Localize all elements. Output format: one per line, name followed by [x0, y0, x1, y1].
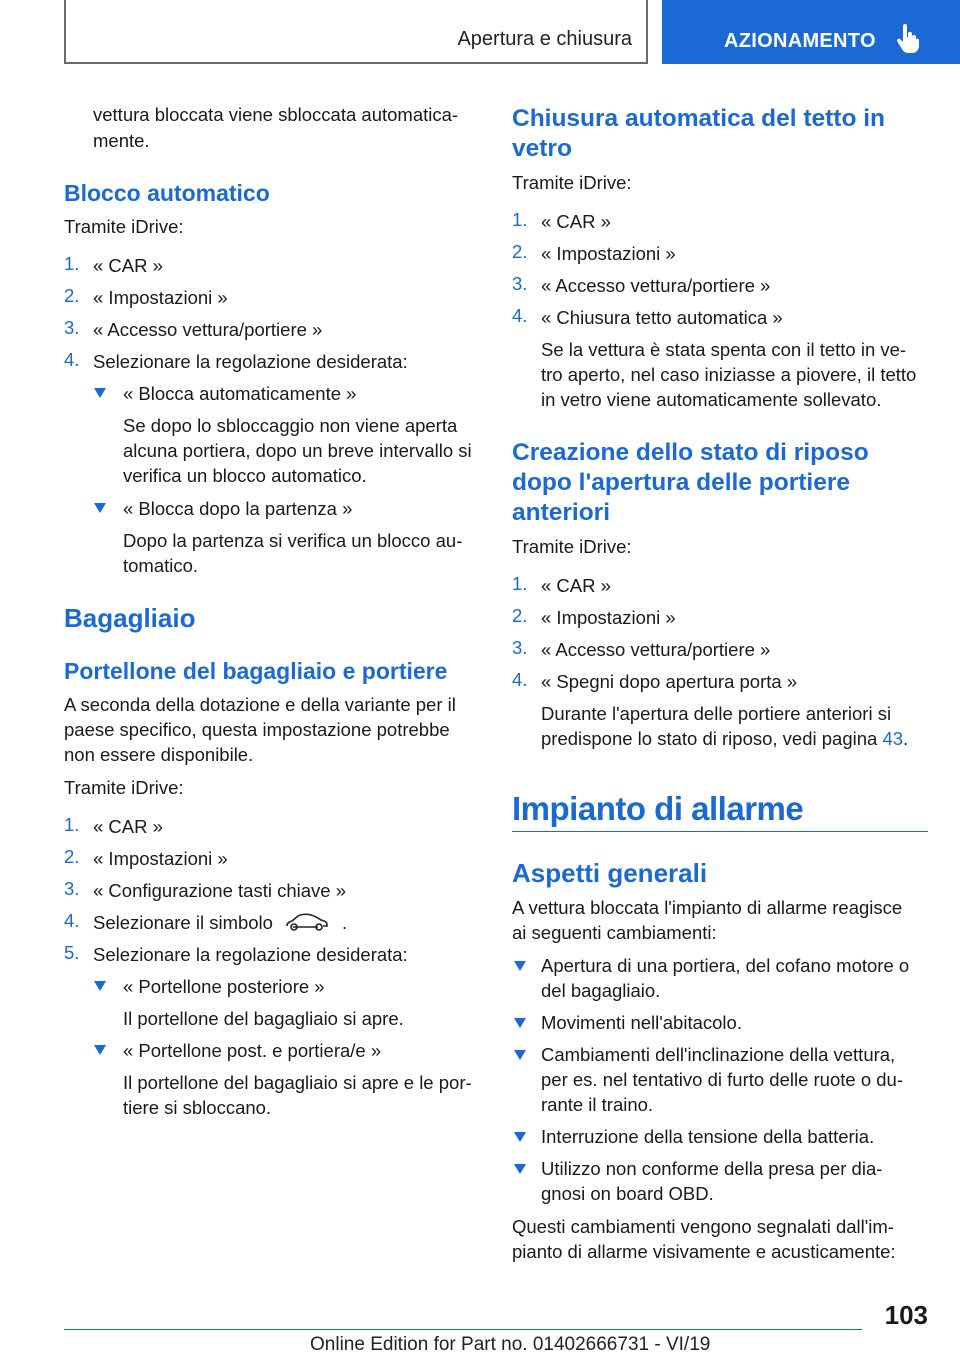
option-desc: alcuna portiera, dopo un breve intervallo si: [123, 440, 472, 461]
intro-line: mente.: [93, 130, 150, 151]
step-text: « Impostazioni »: [541, 607, 676, 628]
body-text: paese specifico, questa impostazione potrebbe: [64, 719, 450, 740]
heading-blocco-automatico: Blocco automatico: [64, 180, 270, 206]
body-text: non essere disponibile.: [64, 744, 254, 765]
step-number: 3.: [64, 317, 80, 338]
car-icon: [284, 912, 330, 932]
step-text: « Spegni dopo apertura porta »: [541, 671, 798, 692]
step-number: 1.: [64, 814, 80, 835]
tramite-idrive: Tramite iDrive:: [512, 536, 632, 557]
heading-aspetti-generali: Aspetti generali: [512, 858, 708, 888]
step-desc: tro aperto, nel caso iniziasse a piovere, il tetto: [541, 364, 917, 385]
bullet-triangle-icon: [94, 981, 106, 991]
bullet-text: rante il traino.: [541, 1094, 654, 1115]
step-number: 2.: [512, 241, 528, 262]
bullet-triangle-icon: [514, 1132, 526, 1142]
header-section-title: Apertura e chiusura: [457, 28, 632, 50]
body-text: ai seguenti cambiamenti:: [512, 922, 717, 943]
step-number: 2.: [64, 285, 80, 306]
bullet-triangle-icon: [514, 1018, 526, 1028]
bullet-text: per es. nel tentativo di furto delle ruote o du-: [541, 1069, 903, 1090]
bullet-text: del bagagliaio.: [541, 980, 661, 1001]
step-text: « Configurazione tasti chiave »: [93, 880, 346, 901]
body-text: Questi cambiamenti vengono segnalati dall'im-: [512, 1216, 894, 1237]
step-desc: Se la vettura è stata spenta con il tetto in ve-: [541, 339, 907, 360]
heading-riposo: dopo l'apertura delle portiere: [512, 469, 850, 496]
heading-impianto-allarme: Impianto di allarme: [512, 790, 804, 827]
step-number: 4.: [512, 305, 528, 326]
step-desc: [541, 726, 908, 751]
step-number: 3.: [512, 637, 528, 658]
step-number: 1.: [64, 253, 80, 274]
hand-pointer-icon: [896, 24, 920, 54]
option-title: « Portellone posteriore »: [123, 976, 325, 997]
step-number: 4.: [64, 910, 80, 931]
step-text: « CAR »: [541, 211, 611, 232]
step-text: Selezionare la regolazione desiderata:: [93, 944, 408, 965]
step-text: « Impostazioni »: [93, 848, 228, 869]
page-link-43[interactable]: 43: [882, 728, 904, 749]
header-tab-azionamento[interactable]: [662, 0, 960, 64]
heading-tetto: Chiusura automatica del tetto in: [512, 105, 885, 132]
step-number: 3.: [512, 273, 528, 294]
intro-line: vettura bloccata viene sbloccata automatica-: [93, 104, 459, 125]
bullet-triangle-icon: [514, 1164, 526, 1174]
option-title: « Blocca dopo la partenza »: [123, 498, 353, 519]
option-desc: tiere si sbloccano.: [123, 1097, 272, 1118]
option-title: « Blocca automaticamente »: [123, 383, 357, 404]
step-text: « CAR »: [93, 816, 163, 837]
step-number: 1.: [512, 209, 528, 230]
step-desc-end: .: [903, 728, 909, 749]
bullet-text: gnosi on board OBD.: [541, 1183, 714, 1204]
step-number: 4.: [64, 349, 80, 370]
bullet-text: Interruzione della tensione della batteria.: [541, 1126, 875, 1147]
heading-rule: [512, 831, 928, 832]
tramite-idrive: Tramite iDrive:: [64, 777, 184, 798]
option-desc: verifica un blocco automatico.: [123, 465, 367, 486]
bullet-triangle-icon: [94, 1045, 106, 1055]
step-desc: in vetro viene automaticamente sollevato.: [541, 389, 882, 410]
step-text-end: .: [342, 912, 348, 933]
step-text: « Chiusura tetto automatica »: [541, 307, 783, 328]
heading-riposo: anteriori: [512, 499, 611, 526]
option-desc: Se dopo lo sbloccaggio non viene aperta: [123, 415, 458, 436]
step-text: « Impostazioni »: [93, 287, 228, 308]
step-text: « Accesso vettura/portiere »: [541, 275, 771, 296]
bullet-triangle-icon: [514, 1050, 526, 1060]
footer-rule: [64, 1329, 862, 1330]
footer-edition: Online Edition for Part no. 01402666731 - VI/19: [310, 1334, 711, 1355]
option-desc: tomatico.: [123, 555, 199, 576]
bullet-text: Movimenti nell'abitacolo.: [541, 1012, 742, 1033]
step-desc: Durante l'apertura delle portiere anteriori si: [541, 703, 892, 724]
body-text: pianto di allarme visivamente e acusticamente:: [512, 1241, 896, 1262]
step-number: 2.: [64, 846, 80, 867]
bullet-text: Cambiamenti dell'inclinazione della vettura,: [541, 1044, 896, 1065]
option-desc: Il portellone del bagagliaio si apre.: [123, 1008, 404, 1029]
heading-bagagliaio: Bagagliaio: [64, 603, 196, 633]
step-text: « Accesso vettura/portiere »: [541, 639, 771, 660]
bullet-triangle-icon: [94, 503, 106, 513]
step-desc-text: predispone lo stato di riposo, vedi pagina: [541, 728, 883, 749]
option-desc: Dopo la partenza si verifica un blocco au-: [123, 530, 463, 551]
step-text: Selezionare il simbolo: [93, 912, 273, 933]
step-text: « CAR »: [541, 575, 611, 596]
page-number: 103: [884, 1300, 928, 1330]
header-tab-label: AZIONAMENTO: [724, 30, 876, 52]
bullet-triangle-icon: [514, 961, 526, 971]
body-text: A vettura bloccata l'impianto di allarme reagisce: [512, 897, 903, 918]
step-text: « Impostazioni »: [541, 243, 676, 264]
heading-portellone: Portellone del bagagliaio e portiere: [64, 658, 448, 684]
header-section-box: [64, 0, 648, 64]
step-number: 4.: [512, 669, 528, 690]
step-text: « Accesso vettura/portiere »: [93, 319, 323, 340]
tramite-idrive: Tramite iDrive:: [512, 172, 632, 193]
option-desc: Il portellone del bagagliaio si apre e le por-: [123, 1072, 472, 1093]
heading-riposo: Creazione dello stato di riposo: [512, 439, 869, 466]
step-number: 5.: [64, 942, 80, 963]
step-number: 3.: [64, 878, 80, 899]
option-title: « Portellone post. e portiera/e »: [123, 1040, 382, 1061]
body-text: A seconda della dotazione e della variante per il: [64, 694, 456, 715]
step-number: 2.: [512, 605, 528, 626]
bullet-text: Utilizzo non conforme della presa per dia-: [541, 1158, 883, 1179]
step-text: Selezionare la regolazione desiderata:: [93, 351, 408, 372]
bullet-triangle-icon: [94, 388, 106, 398]
bullet-text: Apertura di una portiera, del cofano motore o: [541, 955, 910, 976]
heading-tetto: vetro: [512, 135, 572, 162]
step-number: 1.: [512, 573, 528, 594]
step-text: « CAR »: [93, 255, 163, 276]
tramite-idrive: Tramite iDrive:: [64, 216, 184, 237]
